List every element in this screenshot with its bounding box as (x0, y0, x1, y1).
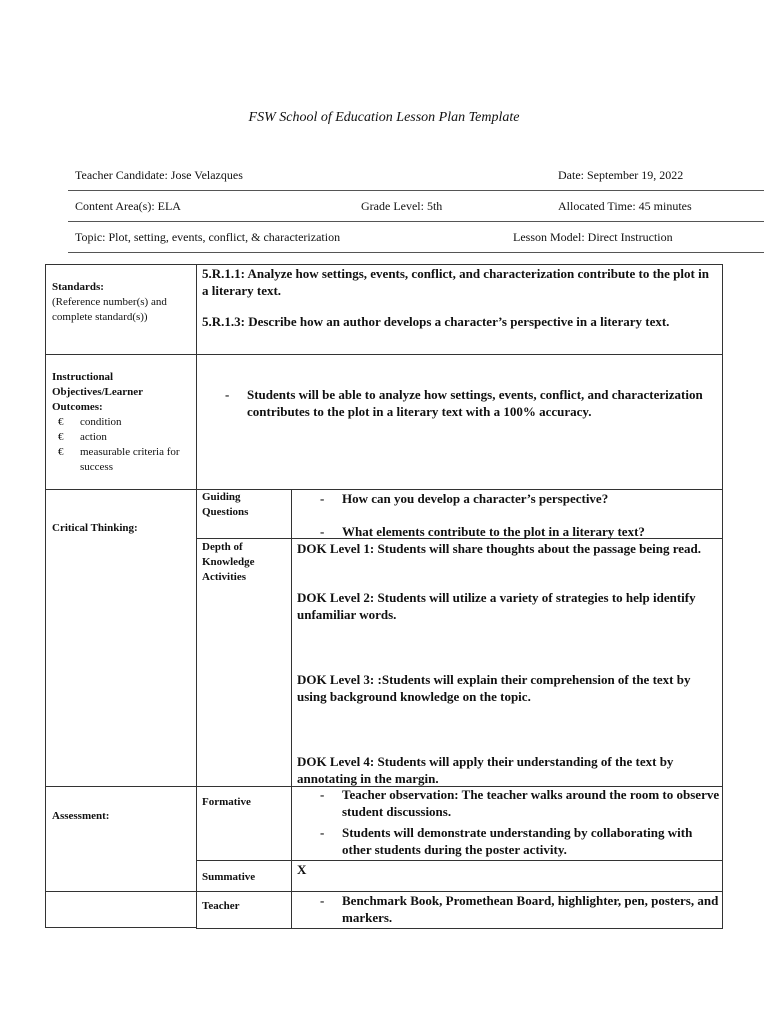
table-border (45, 927, 197, 928)
header-divider (68, 221, 764, 222)
allocated-time: Allocated Time: 45 minutes (558, 199, 692, 213)
critical-thinking-label: Critical Thinking: (52, 522, 138, 534)
objectives-label: Instructional Objectives/Learner Outcomes: (52, 371, 143, 413)
list-item: € condition (58, 416, 122, 428)
formative-label: Formative (202, 796, 251, 808)
header-divider (68, 190, 764, 191)
table-border (196, 264, 197, 928)
lesson-topic: Topic: Plot, setting, events, conflict, & characterization (75, 230, 341, 244)
objective-statement: - Students will be able to analyze how settings, events, conflict, and characterization contributes to the plot in a literary text with a 100% accuracy. (225, 387, 703, 419)
teacher-materials-label: Teacher (202, 900, 240, 912)
list-item: € action (58, 431, 107, 443)
table-border (196, 860, 723, 861)
document-title: FSW School of Education Lesson Plan Template (248, 110, 520, 125)
table-border (291, 489, 292, 928)
table-border (45, 354, 723, 355)
standards-sublabel: (Reference number(s) and complete standard(s)) (52, 296, 167, 323)
dok-label: Depth of Knowledge Activities (202, 541, 255, 583)
table-border (722, 264, 723, 928)
content-area: Content Area(s): ELA (75, 199, 181, 213)
standards-label: Standards: (52, 281, 104, 293)
list-item: € measurable criteria for success (58, 446, 180, 473)
dok-level-3: DOK Level 3: :Students will explain their comprehension of the text by using background knowledge on the topic. (297, 672, 691, 704)
guiding-question-2: - What elements contribute to the plot in a literary text? (320, 524, 645, 539)
formative-item-2: - Students will demonstrate understanding by collaborating with other students during the poster activity. (320, 825, 693, 857)
guiding-question-1: - How can you develop a character’s perspective? (320, 491, 609, 506)
lesson-model: Lesson Model: Direct Instruction (513, 230, 673, 244)
table-border (196, 928, 723, 929)
grade-level: Grade Level: 5th (361, 199, 443, 213)
table-border (45, 264, 46, 928)
formative-item-1: - Teacher observation: The teacher walks around the room to observe student discussions. (320, 787, 720, 819)
teacher-candidate: Teacher Candidate: Jose Velazques (75, 168, 243, 182)
teacher-materials-item: - Benchmark Book, Promethean Board, highlighter, pen, posters, and markers. (320, 893, 719, 925)
objectives-criteria-list (52, 415, 192, 475)
objectives-label-cell (52, 370, 192, 475)
dok-level-4: DOK Level 4: Students will apply their understanding of the text by annotating in the margin. (297, 754, 674, 786)
lesson-date: Date: September 19, 2022 (558, 168, 684, 182)
standards-label-cell (52, 280, 192, 325)
summative-value: X (297, 862, 307, 877)
standard-2: 5.R.1.3: Describe how an author develops a character’s perspective in a literary text. (202, 314, 670, 329)
standard-1: 5.R.1.1: Analyze how settings, events, conflict, and characterization contribute to the plot in a literary text. (202, 266, 709, 298)
assessment-label: Assessment: (52, 810, 110, 822)
dok-level-1: DOK Level 1: Students will share thoughts about the passage being read. (297, 541, 702, 556)
header-divider (68, 252, 764, 253)
guiding-questions-label: Guiding Questions (202, 491, 249, 518)
summative-label: Summative (202, 871, 256, 883)
dok-level-2: DOK Level 2: Students will utilize a variety of strategies to help identify unfamiliar words. (297, 590, 696, 622)
